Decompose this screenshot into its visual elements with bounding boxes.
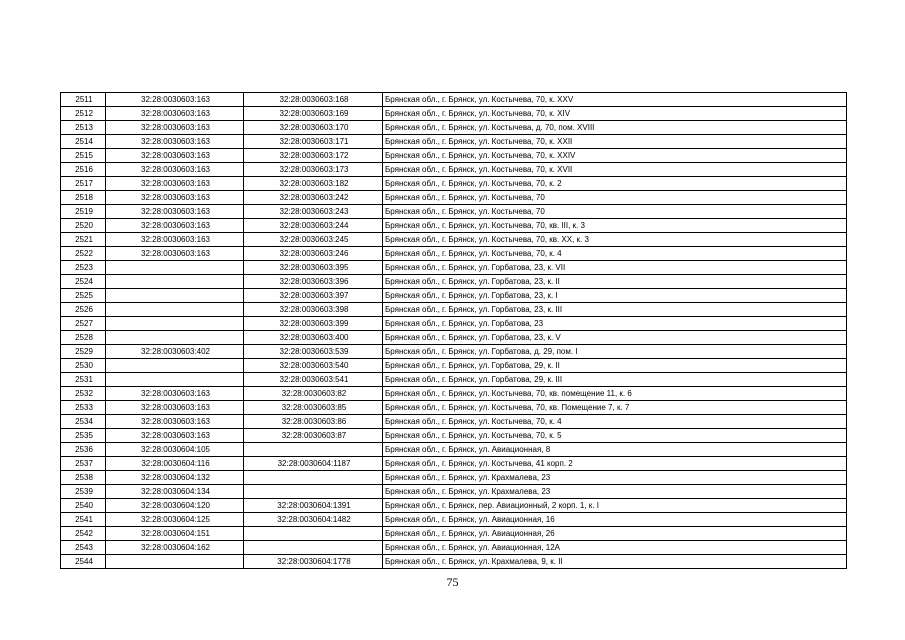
object-cadastral-number-cell: 32:28:0030604:1778 — [244, 555, 383, 569]
object-cadastral-number-cell: 32:28:0030603:85 — [244, 401, 383, 415]
table-row — [61, 429, 847, 443]
land-cadastral-number-cell: 32:28:0030603:163 — [106, 205, 244, 219]
address-cell: Брянская обл., г. Брянск, ул. Костычева, 70, к. XXIV — [383, 149, 847, 163]
address-cell: Брянская обл., г. Брянск, ул. Горбатова, 23, к. I — [383, 289, 847, 303]
object-cadastral-number-cell: 32:28:0030603:168 — [244, 93, 383, 107]
table-row — [61, 205, 847, 219]
land-cadastral-number-cell: 32:28:0030604:134 — [106, 485, 244, 499]
address-cell: Брянская обл., г. Брянск, ул. Костычева, 70, к. 5 — [383, 429, 847, 443]
land-cadastral-number-cell — [106, 359, 244, 373]
table-row — [61, 275, 847, 289]
row-number-cell: 2529 — [61, 345, 106, 359]
object-cadastral-number-cell: 32:28:0030603:397 — [244, 289, 383, 303]
address-cell: Брянская обл., г. Брянск, ул. Костычева, 70, к. XIV — [383, 107, 847, 121]
table-row — [61, 317, 847, 331]
object-cadastral-number-cell: 32:28:0030603:82 — [244, 387, 383, 401]
address-cell: Брянская обл., г. Брянск, ул. Костычева, 70 — [383, 191, 847, 205]
address-cell: Брянская обл., г. Брянск, ул. Авиационная, 8 — [383, 443, 847, 457]
object-cadastral-number-cell: 32:28:0030604:1482 — [244, 513, 383, 527]
object-cadastral-number-cell: 32:28:0030603:172 — [244, 149, 383, 163]
land-cadastral-number-cell — [106, 275, 244, 289]
object-cadastral-number-cell — [244, 485, 383, 499]
row-number-cell: 2534 — [61, 415, 106, 429]
table-row — [61, 485, 847, 499]
address-cell: Брянская обл., г. Брянск, ул. Авиационная, 12А — [383, 541, 847, 555]
row-number-cell: 2524 — [61, 275, 106, 289]
address-cell: Брянская обл., г. Брянск, ул. Крахмалева, 23 — [383, 485, 847, 499]
row-number-cell: 2540 — [61, 499, 106, 513]
object-cadastral-number-cell: 32:28:0030603:86 — [244, 415, 383, 429]
address-cell: Брянская обл., г. Брянск, ул. Костычева, 70, к. XVII — [383, 163, 847, 177]
address-cell: Брянская обл., г. Брянск, ул. Костычева, 70, к. 4 — [383, 415, 847, 429]
object-cadastral-number-cell: 32:28:0030603:246 — [244, 247, 383, 261]
land-cadastral-number-cell: 32:28:0030603:163 — [106, 93, 244, 107]
object-cadastral-number-cell: 32:28:0030604:1187 — [244, 457, 383, 471]
table-row — [61, 149, 847, 163]
row-number-cell: 2527 — [61, 317, 106, 331]
row-number-cell: 2533 — [61, 401, 106, 415]
address-cell: Брянская обл., г. Брянск, ул. Костычева, 70, к. XXII — [383, 135, 847, 149]
row-number-cell: 2528 — [61, 331, 106, 345]
land-cadastral-number-cell: 32:28:0030603:163 — [106, 219, 244, 233]
row-number-cell: 2515 — [61, 149, 106, 163]
land-cadastral-number-cell: 32:28:0030603:163 — [106, 233, 244, 247]
address-cell: Брянская обл., г. Брянск, ул. Горбатова, 23 — [383, 317, 847, 331]
address-cell: Брянская обл., г. Брянск, ул. Костычева, 70, к. 2 — [383, 177, 847, 191]
row-number-cell: 2544 — [61, 555, 106, 569]
object-cadastral-number-cell: 32:28:0030603:245 — [244, 233, 383, 247]
land-cadastral-number-cell: 32:28:0030604:125 — [106, 513, 244, 527]
row-number-cell: 2523 — [61, 261, 106, 275]
land-cadastral-number-cell — [106, 373, 244, 387]
row-number-cell: 2516 — [61, 163, 106, 177]
land-cadastral-number-cell: 32:28:0030604:105 — [106, 443, 244, 457]
table-row — [61, 121, 847, 135]
land-cadastral-number-cell: 32:28:0030603:163 — [106, 135, 244, 149]
table-row — [61, 415, 847, 429]
object-cadastral-number-cell: 32:28:0030603:244 — [244, 219, 383, 233]
row-number-cell: 2518 — [61, 191, 106, 205]
object-cadastral-number-cell — [244, 541, 383, 555]
row-number-cell: 2521 — [61, 233, 106, 247]
table-row — [61, 177, 847, 191]
land-cadastral-number-cell: 32:28:0030603:163 — [106, 121, 244, 135]
row-number-cell: 2522 — [61, 247, 106, 261]
table-row — [61, 289, 847, 303]
land-cadastral-number-cell: 32:28:0030603:163 — [106, 429, 244, 443]
table-body — [61, 93, 847, 569]
object-cadastral-number-cell: 32:28:0030603:242 — [244, 191, 383, 205]
table-row — [61, 93, 847, 107]
row-number-cell: 2541 — [61, 513, 106, 527]
row-number-cell: 2531 — [61, 373, 106, 387]
row-number-cell: 2539 — [61, 485, 106, 499]
table-row — [61, 457, 847, 471]
land-cadastral-number-cell — [106, 261, 244, 275]
land-cadastral-number-cell: 32:28:0030603:163 — [106, 191, 244, 205]
row-number-cell: 2537 — [61, 457, 106, 471]
land-cadastral-number-cell: 32:28:0030603:163 — [106, 107, 244, 121]
page-number: 75 — [446, 575, 459, 589]
row-number-cell: 2519 — [61, 205, 106, 219]
object-cadastral-number-cell: 32:28:0030603:400 — [244, 331, 383, 345]
table-row — [61, 163, 847, 177]
address-cell: Брянская обл., г. Брянск, ул. Крахмалева, 9, к. II — [383, 555, 847, 569]
table-row — [61, 247, 847, 261]
address-cell: Брянская обл., г. Брянск, пер. Авиационный, 2 корп. 1, к. I — [383, 499, 847, 513]
land-cadastral-number-cell — [106, 331, 244, 345]
address-cell: Брянская обл., г. Брянск, ул. Горбатова, 23, к. III — [383, 303, 847, 317]
row-number-cell: 2538 — [61, 471, 106, 485]
table-row — [61, 135, 847, 149]
row-number-cell: 2543 — [61, 541, 106, 555]
object-cadastral-number-cell — [244, 471, 383, 485]
row-number-cell: 2536 — [61, 443, 106, 457]
object-cadastral-number-cell: 32:28:0030603:541 — [244, 373, 383, 387]
row-number-cell: 2520 — [61, 219, 106, 233]
land-cadastral-number-cell — [106, 555, 244, 569]
object-cadastral-number-cell: 32:28:0030603:539 — [244, 345, 383, 359]
row-number-cell: 2526 — [61, 303, 106, 317]
land-cadastral-number-cell: 32:28:0030603:163 — [106, 387, 244, 401]
address-cell: Брянская обл., г. Брянск, ул. Костычева, 41 корп. 2 — [383, 457, 847, 471]
row-number-cell: 2532 — [61, 387, 106, 401]
table-row — [61, 219, 847, 233]
address-cell: Брянская обл., г. Брянск, ул. Авиационная, 26 — [383, 527, 847, 541]
address-cell: Брянская обл., г. Брянск, ул. Костычева, 70, кв. XX, к. 3 — [383, 233, 847, 247]
row-number-cell: 2530 — [61, 359, 106, 373]
address-cell: Брянская обл., г. Брянск, ул. Костычева, 70 — [383, 205, 847, 219]
object-cadastral-number-cell: 32:28:0030604:1391 — [244, 499, 383, 513]
row-number-cell: 2542 — [61, 527, 106, 541]
object-cadastral-number-cell: 32:28:0030603:399 — [244, 317, 383, 331]
land-cadastral-number-cell: 32:28:0030604:116 — [106, 457, 244, 471]
table-row — [61, 387, 847, 401]
land-cadastral-number-cell — [106, 317, 244, 331]
table-row — [61, 233, 847, 247]
table-row — [61, 345, 847, 359]
object-cadastral-number-cell: 32:28:0030603:540 — [244, 359, 383, 373]
row-number-cell: 2512 — [61, 107, 106, 121]
land-cadastral-number-cell: 32:28:0030604:132 — [106, 471, 244, 485]
address-cell: Брянская обл., г. Брянск, ул. Горбатова, д. 29, пом. I — [383, 345, 847, 359]
object-cadastral-number-cell: 32:28:0030603:182 — [244, 177, 383, 191]
cadastre-table — [60, 92, 847, 569]
object-cadastral-number-cell: 32:28:0030603:395 — [244, 261, 383, 275]
address-cell: Брянская обл., г. Брянск, ул. Горбатова, 29, к. II — [383, 359, 847, 373]
table-row — [61, 443, 847, 457]
address-cell: Брянская обл., г. Брянск, ул. Горбатова, 29, к. III — [383, 373, 847, 387]
table-row — [61, 373, 847, 387]
row-number-cell: 2514 — [61, 135, 106, 149]
land-cadastral-number-cell — [106, 303, 244, 317]
table-row — [61, 513, 847, 527]
object-cadastral-number-cell: 32:28:0030603:173 — [244, 163, 383, 177]
table-row — [61, 359, 847, 373]
row-number-cell: 2513 — [61, 121, 106, 135]
address-cell: Брянская обл., г. Брянск, ул. Горбатова, 23, к. V — [383, 331, 847, 345]
object-cadastral-number-cell — [244, 443, 383, 457]
row-number-cell: 2511 — [61, 93, 106, 107]
land-cadastral-number-cell: 32:28:0030604:151 — [106, 527, 244, 541]
land-cadastral-number-cell: 32:28:0030603:163 — [106, 163, 244, 177]
table-row — [61, 555, 847, 569]
land-cadastral-number-cell: 32:28:0030603:163 — [106, 401, 244, 415]
address-cell: Брянская обл., г. Брянск, ул. Костычева, д. 70, пом. XVIII — [383, 121, 847, 135]
land-cadastral-number-cell: 32:28:0030604:162 — [106, 541, 244, 555]
land-cadastral-number-cell — [106, 289, 244, 303]
row-number-cell: 2517 — [61, 177, 106, 191]
table-row — [61, 541, 847, 555]
address-cell: Брянская обл., г. Брянск, ул. Крахмалева, 23 — [383, 471, 847, 485]
address-cell: Брянская обл., г. Брянск, ул. Костычева, 70, к. XXV — [383, 93, 847, 107]
object-cadastral-number-cell — [244, 527, 383, 541]
table-row — [61, 401, 847, 415]
land-cadastral-number-cell: 32:28:0030603:163 — [106, 415, 244, 429]
table-row — [61, 527, 847, 541]
object-cadastral-number-cell: 32:28:0030603:169 — [244, 107, 383, 121]
table-row — [61, 261, 847, 275]
land-cadastral-number-cell: 32:28:0030603:163 — [106, 149, 244, 163]
land-cadastral-number-cell: 32:28:0030603:163 — [106, 247, 244, 261]
row-number-cell: 2535 — [61, 429, 106, 443]
table-row — [61, 471, 847, 485]
table-row — [61, 107, 847, 121]
land-cadastral-number-cell: 32:28:0030603:402 — [106, 345, 244, 359]
address-cell: Брянская обл., г. Брянск, ул. Горбатова, 23, к. VII — [383, 261, 847, 275]
object-cadastral-number-cell: 32:28:0030603:171 — [244, 135, 383, 149]
address-cell: Брянская обл., г. Брянск, ул. Костычева, 70, к. 4 — [383, 247, 847, 261]
row-number-cell: 2525 — [61, 289, 106, 303]
address-cell: Брянская обл., г. Брянск, ул. Костычева, 70, кв. Помещение 7, к. 7 — [383, 401, 847, 415]
table-row — [61, 331, 847, 345]
object-cadastral-number-cell: 32:28:0030603:87 — [244, 429, 383, 443]
object-cadastral-number-cell: 32:28:0030603:170 — [244, 121, 383, 135]
table-row — [61, 499, 847, 513]
address-cell: Брянская обл., г. Брянск, ул. Горбатова, 23, к. II — [383, 275, 847, 289]
address-cell: Брянская обл., г. Брянск, ул. Костычева, 70, кв. помещение 11, к. 6 — [383, 387, 847, 401]
table-row — [61, 303, 847, 317]
object-cadastral-number-cell: 32:28:0030603:243 — [244, 205, 383, 219]
object-cadastral-number-cell: 32:28:0030603:396 — [244, 275, 383, 289]
land-cadastral-number-cell: 32:28:0030603:163 — [106, 177, 244, 191]
land-cadastral-number-cell: 32:28:0030604:120 — [106, 499, 244, 513]
table-row — [61, 191, 847, 205]
address-cell: Брянская обл., г. Брянск, ул. Костычева, 70, кв. III, к. 3 — [383, 219, 847, 233]
object-cadastral-number-cell: 32:28:0030603:398 — [244, 303, 383, 317]
address-cell: Брянская обл., г. Брянск, ул. Авиационная, 16 — [383, 513, 847, 527]
